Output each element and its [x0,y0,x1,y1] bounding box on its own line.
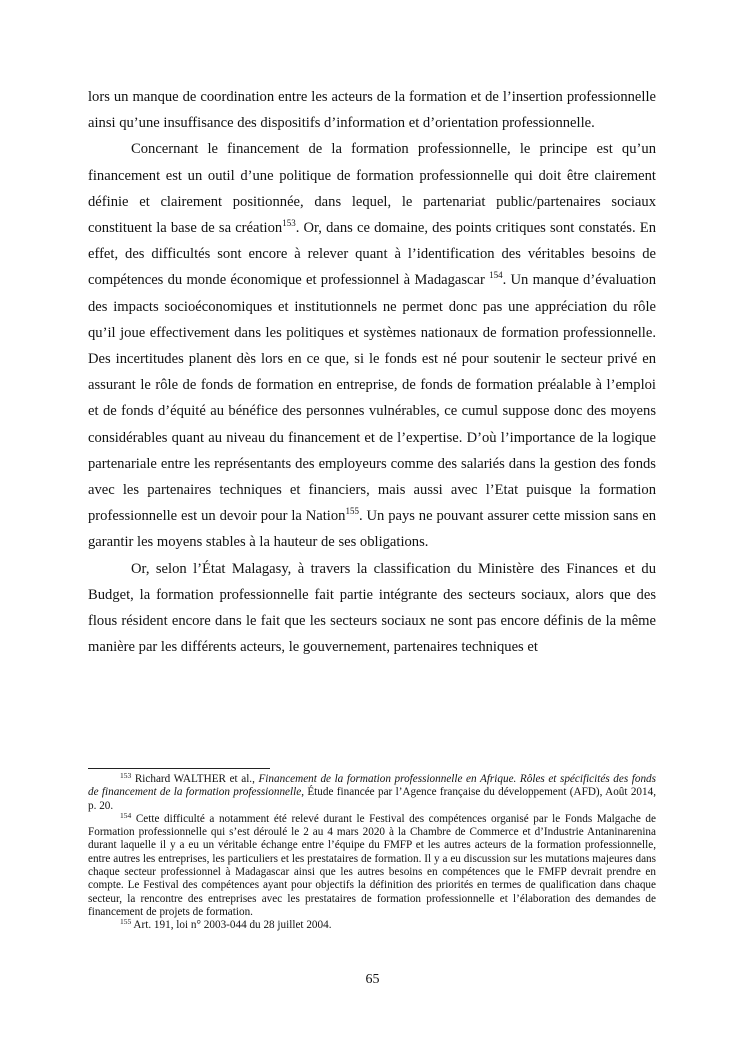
page-number: 65 [365,972,380,987]
text-run: , Étude financée par l’Agence française du développement (AFD), Août 2014, p. 20. [88,786,657,812]
text-run: Or, selon l’État Malagasy, à travers la classification du Ministère des Finances et du Budget, la formation professionnelle fait partie intégrante des secteurs sociaux, alors que des flous résident encore dans le fait que les secteurs sociaux ne sont pas encore définis de la même manière par les différents acteurs, le gouvernement, partenaires techniques et [88,560,656,656]
footnotes [88,773,656,933]
text-run: . Un pays ne pouvant assurer cette mission sans en garantir les moyens stables à la hauteur de ses obligations. [88,508,657,551]
text-run: Richard WALTHER et al., [131,773,259,785]
text-run: . Or, dans ce domaine, des points critiques sont constatés. En effet, des difficultés sont encore à relever quant à l’identification des véritables besoins de compétences du monde économique et professionnel à Madagascar [88,220,656,289]
footnote-ref-154: 154 [489,270,503,281]
footnote-154 [88,810,656,919]
main-text [88,84,656,660]
text-run: lors un manque de coordination entre les acteurs de la formation et de l’insertion professionnelle ainsi qu’une insuffisance des dispositifs d’information et d’orientation professionnelle. [88,89,656,132]
footnote-separator [88,768,270,769]
footnote-number: 154 [120,810,132,820]
italic-title: Financement de la formation professionnelle en Afrique. Rôles et spécificités des fonds de financement de la formation professionnelle [88,773,656,799]
text-run: Art. 191, loi n° 2003-044 du 28 juillet 2004. [131,919,332,932]
text-run: . Un manque d’évaluation des impacts socioéconomiques et institutionnels ne permet donc pas une appréciation du rôle qu’il joue effectivement dans les politiques et systèmes nationaux de formation professionnelle. Des incertitudes planent dès lors en ce que, si le fonds est né pour soutenir le secteur privé en assurant le rôle de fonds de formation en entreprise, de fonds de formation préalable à l’emploi et de fonds d’équité au bénéfice des personnes vulnérables, ce cumul suppose donc des moyens considérables quant au niveau du financement et de l’expertise. D’où l’importance de la logique partenariale entre les représentants des employeurs comme des salariés dans la gestion des fonds avec les partenaires techniques et financiers, mais aussi avec l’Etat puisque la formation professionnelle est un devoir pour la Nation [88,272,656,525]
footnote-155 [88,919,656,932]
footnote-number: 155 [120,917,132,927]
text-run: Concernant le financement de la formation professionnelle, le principe est qu’un financement est un outil d’une politique de formation professionnelle qui doit être clairement définie et clairement positionnée, dans lequel, le partenariat public/partenaires sociaux constituent la base de sa création [88,141,656,237]
paragraph-etat-malagasy [88,556,656,661]
footnote-number: 153 [120,771,132,780]
paragraph-continuation [88,84,656,136]
footnote-ref-153: 153 [282,218,296,229]
paragraph-financement [88,136,656,555]
footnote-153 [88,773,656,813]
footnote-ref-155: 155 [345,506,359,517]
text-run: Cette difficulté a notamment été relevé durant le Festival des compétences organisé par le Fonds Malgache de Formation professionnelle qui s’est déroulé le 2 au 4 mars 2020 à la Chambre de Commerce et d’Industrie Antaninarenina durant laquelle il y a eu un véritable échange entre l’équipe du FMFP et les autres acteurs de la formation professionnelle, entre autres les entreprises, les particuliers et les prestataires de formation. Il y a eu discussion sur les mutations majeures dans chaque secteur professionnel à Madagascar ainsi que les autres besoins en compétences que le FMFP devrait prendre en compte. Le Festival des compétences ayant pour objectifs la définition des priorités en termes de qualification dans chaque secteur, la rencontre des entreprises avec les prestataires de formation professionnelle et l’élaboration des demandes de financement de projets de formation. [88,812,656,918]
